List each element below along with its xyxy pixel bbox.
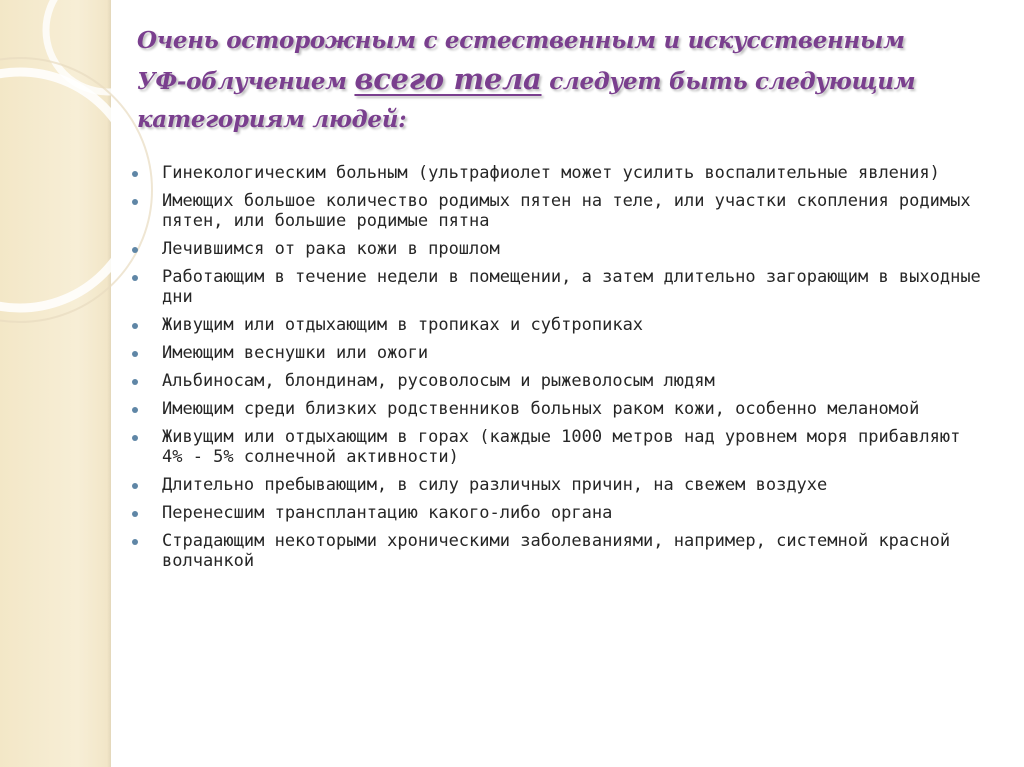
list-item-text: Работающим в течение недели в помещении, а затем длительно загорающим в выходные дни <box>162 267 981 307</box>
list-item <box>130 399 990 419</box>
list-item-text: Имеющих большое количество родимых пятен на теле, или участки скопления родимых пятен, или большие родимые пятна <box>162 191 971 231</box>
bullet-icon <box>132 483 138 489</box>
title-part-1: Очень осторожным с естественным и искусственным УФ-облучением <box>137 27 905 95</box>
bullet-icon <box>132 199 138 205</box>
list-item <box>130 371 990 391</box>
list-item-text: Имеющим среди близких родственников больных раком кожи, особенно меланомой <box>162 399 920 419</box>
bullet-icon <box>132 435 138 441</box>
list-item <box>130 191 990 231</box>
list-item <box>130 267 990 307</box>
list-item-text: Страдающим некоторыми хроническими заболеваниями, например, системной красной волчанкой <box>162 531 951 571</box>
bullet-icon <box>132 351 138 357</box>
list-item-text: Лечившимся от рака кожи в прошлом <box>162 239 500 259</box>
list-item <box>130 239 990 259</box>
bullet-icon <box>132 407 138 413</box>
list-item <box>130 343 990 363</box>
bullet-icon <box>132 379 138 385</box>
list-item <box>130 503 990 523</box>
list-item-text: Перенесшим трансплантацию какого-либо органа <box>162 503 613 523</box>
bullet-icon <box>132 171 138 177</box>
slide-title <box>137 22 957 139</box>
bullet-icon <box>132 247 138 253</box>
list-item <box>130 163 990 183</box>
list-item <box>130 315 990 335</box>
list-item <box>130 475 990 495</box>
side-decoration-band <box>0 0 111 767</box>
bullet-icon <box>132 539 138 545</box>
list-item-text: Живущим или отдыхающим в тропиках и субтропиках <box>162 315 644 335</box>
list-item-text: Гинекологическим больным (ультрафиолет может усилить воспалительные явления) <box>162 163 940 183</box>
bullet-list <box>130 163 990 579</box>
list-item <box>130 427 990 467</box>
bullet-icon <box>132 511 138 517</box>
list-item-text: Имеющим веснушки или ожоги <box>162 343 429 363</box>
bullet-icon <box>132 275 138 281</box>
title-emphasis: всего тела <box>354 62 542 96</box>
title-part-2: следует быть следующим категориям людей: <box>137 68 916 133</box>
list-item-text: Живущим или отдыхающим в горах (каждые 1000 метров над уровнем моря прибавляют 4% - 5% солнечной активности) <box>162 427 961 467</box>
bullet-icon <box>132 323 138 329</box>
list-item <box>130 531 990 571</box>
list-item-text: Длительно пребывающим, в силу различных причин, на свежем воздухе <box>162 475 828 495</box>
list-item-text: Альбиносам, блондинам, русоволосым и рыжеволосым людям <box>162 371 715 391</box>
